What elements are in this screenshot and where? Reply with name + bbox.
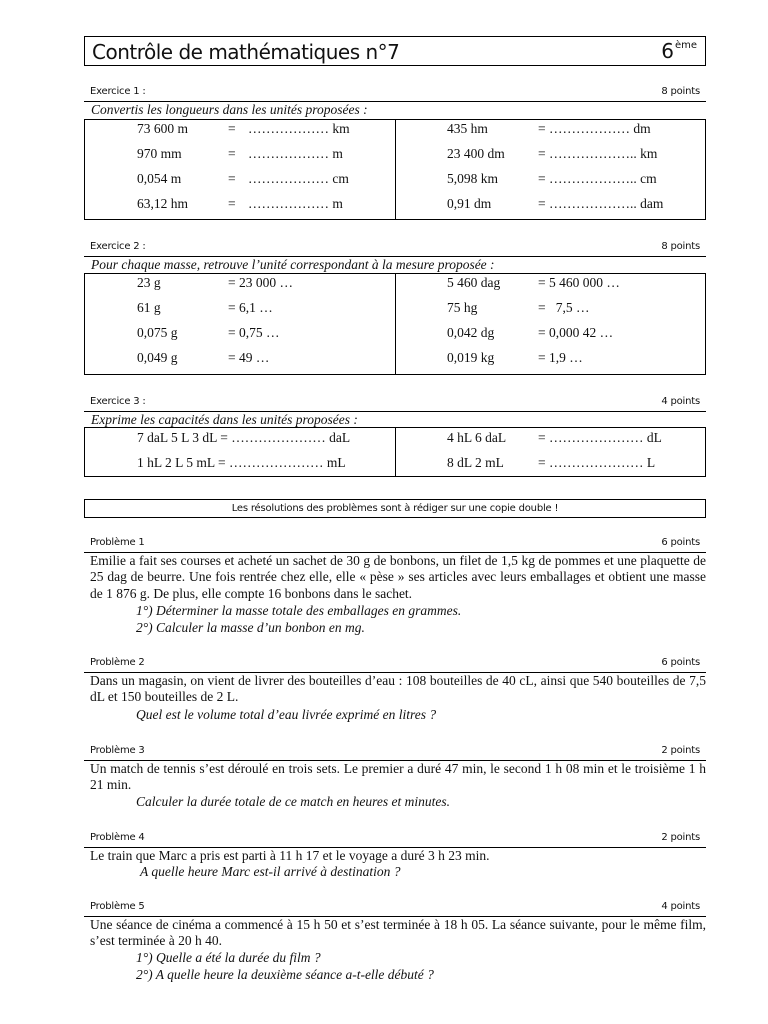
p1-points: 6 points [661, 537, 700, 548]
ex2-cell: = 23 000 … [228, 275, 293, 290]
ex2-label: Exercice 2 : [90, 241, 146, 252]
notice-box: Les résolutions des problèmes sont à rédiger sur une copie double ! [84, 499, 706, 518]
ex1-table [84, 119, 706, 220]
ex1-instruction: Convertis les longueurs dans les unités proposées : [91, 102, 368, 117]
ex2-cell: = 5 460 000 … [538, 275, 620, 290]
ex1-cell: = ……………….. km [538, 146, 658, 161]
p5-question-2: 2°) A quelle heure la deuxième séance a-t-elle débuté ? [136, 967, 434, 982]
grade-level-number: 6 [661, 39, 674, 63]
ex1-cell: ……………… cm [248, 171, 349, 186]
ex3-cell: 7 daL 5 L 3 dL = ………………… daL [137, 430, 351, 445]
ex3-table [84, 427, 706, 477]
ex1-cell: = [228, 171, 236, 186]
ex1-points: 8 points [661, 86, 700, 97]
ex2-cell: 0,042 dg [447, 325, 495, 340]
ex1-cell: = [228, 121, 236, 136]
p5-label: Problème 5 [90, 901, 145, 912]
p2-question-1: Quel est le volume total d’eau livrée exprimé en litres ? [136, 707, 437, 722]
page-title: Contrôle de mathématiques n°7 [92, 40, 400, 64]
ex1-cell: 23 400 dm [447, 146, 505, 161]
ex3-points: 4 points [661, 396, 700, 407]
p4-points: 2 points [661, 832, 700, 843]
p1-question-1: 1°) Déterminer la masse totale des emballages en grammes. [136, 603, 462, 618]
ex1-cell: 0,91 dm [447, 196, 492, 211]
ex2-cell: 0,019 kg [447, 350, 495, 365]
ex1-label: Exercice 1 : [90, 86, 146, 97]
ex2-cell: = 0,000 42 … [538, 325, 614, 340]
ex3-instruction: Exprime les capacités dans les unités proposées : [91, 412, 358, 427]
p3-text: Un match de tennis s’est déroulé en trois sets. Le premier a duré 47 min, le second 1 h 08 min et le troisième 1 h 21 min. [90, 761, 706, 793]
ex2-cell: 23 g [137, 275, 161, 290]
p3-points: 2 points [661, 745, 700, 756]
ex1-cell: 435 hm [447, 121, 488, 136]
ex2-cell: = 6,1 … [228, 300, 273, 315]
p5-points: 4 points [661, 901, 700, 912]
p5-question-1: 1°) Quelle a été la durée du film ? [136, 950, 321, 965]
p4-label: Problème 4 [90, 832, 145, 843]
p5-text: Une séance de cinéma a commencé à 15 h 50 et s’est terminée à 18 h 05. La séance suivante, pour le même film, s’est terminée à 20 h 40. [90, 917, 706, 949]
ex3-cell: = ………………… L [538, 455, 656, 470]
ex3-cell: 1 hL 2 L 5 mL = ………………… mL [137, 455, 346, 470]
p1-label: Problème 1 [90, 537, 145, 548]
ex1-cell: 5,098 km [447, 171, 499, 186]
ex1-cell: 63,12 hm [137, 196, 189, 211]
ex1-cell: = ……………….. cm [538, 171, 657, 186]
p4-text: Le train que Marc a pris est parti à 11 h 17 et le voyage a duré 3 h 23 min. [90, 848, 490, 863]
ex2-instruction: Pour chaque masse, retrouve l’unité correspondant à la mesure proposée : [91, 257, 495, 272]
ex1-cell: ……………… m [248, 196, 343, 211]
ex2-cell: 75 hg [447, 300, 478, 315]
ex1-cell: = ……………… dm [538, 121, 651, 136]
ex2-cell: = 49 … [228, 350, 270, 365]
ex1-divider [395, 120, 396, 219]
ex1-cell: 970 mm [137, 146, 182, 161]
ex3-cell: 4 hL 6 daL [447, 430, 507, 445]
p2-label: Problème 2 [90, 657, 145, 668]
ex2-cell: 0,049 g [137, 350, 178, 365]
ex2-cell: 0,075 g [137, 325, 178, 340]
ex1-cell: = [228, 196, 236, 211]
ex1-cell: ……………… m [248, 146, 343, 161]
ex2-cell: 61 g [137, 300, 161, 315]
p2-text: Dans un magasin, on vient de livrer des bouteilles d’eau : 108 bouteilles de 40 cL, ainsi que 540 bouteilles de 7,5 dL et 150 bouteilles de 2 L. [90, 673, 706, 705]
ex2-cell: = 1,9 … [538, 350, 583, 365]
p3-question-1: Calculer la durée totale de ce match en heures et minutes. [136, 794, 451, 809]
p1-question-2: 2°) Calculer la masse d’un bonbon en mg. [136, 620, 365, 635]
p3-label: Problème 3 [90, 745, 145, 756]
ex2-cell: = 0,75 … [228, 325, 280, 340]
title-box [84, 36, 706, 66]
ex3-cell: = ………………… dL [538, 430, 662, 445]
ex2-divider [395, 274, 396, 374]
ex2-table [84, 273, 706, 375]
grade-level-suffix: ème [674, 40, 697, 51]
ex2-points: 8 points [661, 241, 700, 252]
ex1-cell: 73 600 m [137, 121, 189, 136]
ex3-label: Exercice 3 : [90, 396, 146, 407]
ex1-cell: ……………… km [248, 121, 350, 136]
p2-points: 6 points [661, 657, 700, 668]
ex3-cell: 8 dL 2 mL [447, 455, 504, 470]
p4-question-1: A quelle heure Marc est-il arrivé à destination ? [140, 864, 401, 879]
grade-level [661, 39, 697, 63]
ex3-divider [395, 428, 396, 476]
p1-text: Emilie a fait ses courses et acheté un sachet de 30 g de bonbons, un filet de 1,5 kg de pommes et une plaquette de 25 dag de beurre. Une fois rentrée chez elle, elle « pèse » ses articles avec leurs emballages et obtient une masse de 1 876 g. De plus, elle compte 16 bonbons dans le sachet. [90, 553, 706, 601]
ex1-cell: 0,054 m [137, 171, 182, 186]
ex1-cell: = ……………….. dam [538, 196, 664, 211]
ex2-cell: 5 460 dag [447, 275, 501, 290]
ex2-cell: = 7,5 … [538, 300, 590, 315]
ex1-cell: = [228, 146, 236, 161]
